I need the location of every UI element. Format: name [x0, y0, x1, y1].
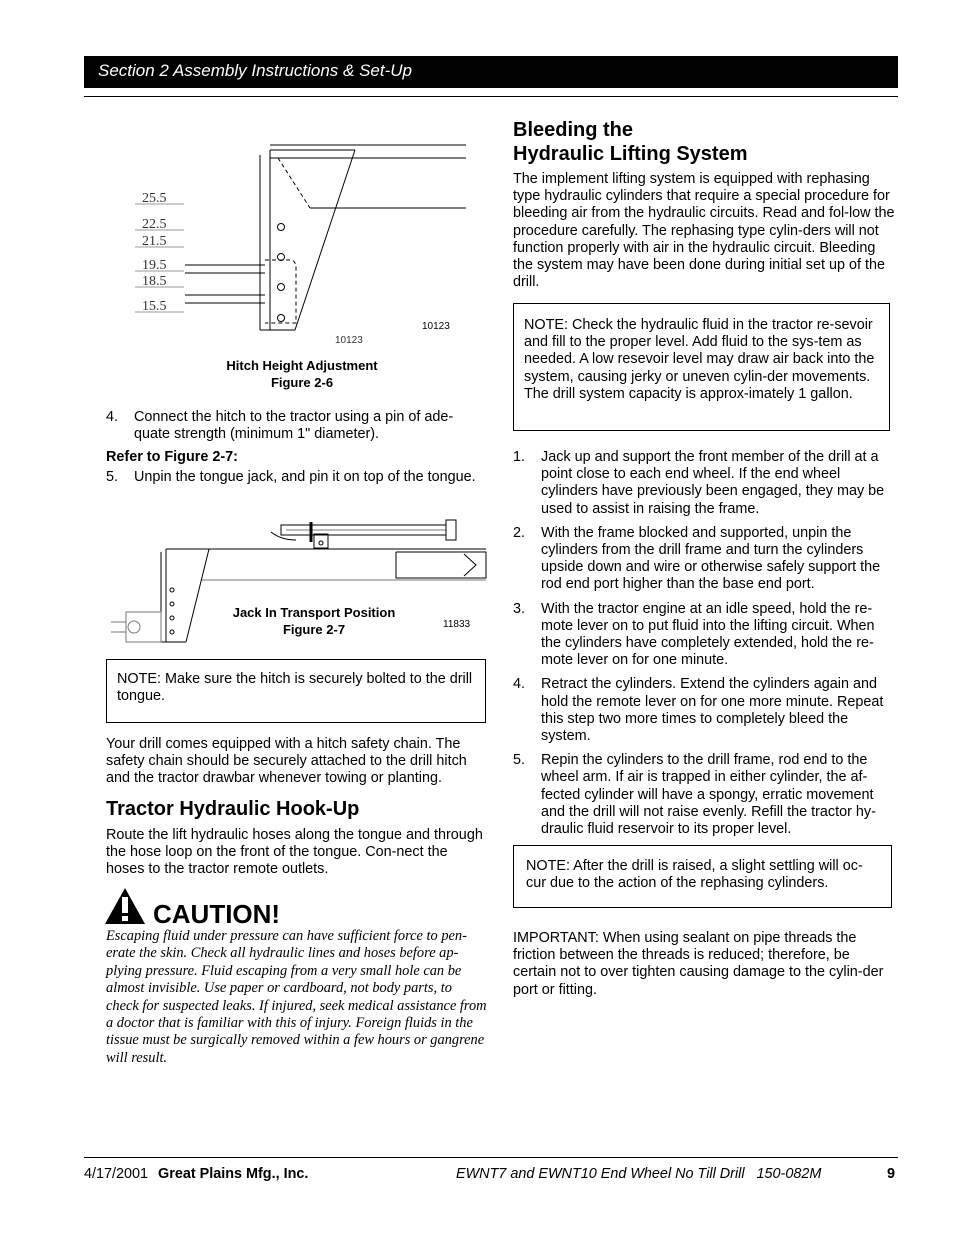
- footer-doc-title: EWNT7 and EWNT10 End Wheel No Till Drill 150-082M: [456, 1166, 822, 1182]
- list-text: Unpin the tongue jack, and pin it on top of the tongue.: [134, 468, 476, 485]
- section-title: Section 2 Assembly Instructions & Set-Up: [98, 61, 413, 80]
- left-steps: [106, 409, 486, 486]
- note-box-fluid: [513, 303, 890, 431]
- caution-text: Escaping fluid under pressure can have sufficient force to pen-erate the skin. Check all hydraulic lines and hoses before ap-plying pressure. Fluid escaping from a very small hole can be almost invisible. Use paper or cardboard, not body parts, to check for suspected leaks. If injured, seek medical assistance from a doctor that is familiar with this of injury. Foreign fluids in the tissue must be surgically removed within a few hours or gangrene will result.: [106, 928, 487, 1066]
- important-paragraph: IMPORTANT: When using sealant on pipe threads the friction between the threads is reduced; therefore, be certain not to over tighten causing damage to the cylin-der port or fitting.: [513, 930, 884, 998]
- list-text: Jack up and support the front member of the drill at a point close to each end wheel. If the end wheel cylinders have previously been engaged, they may be used to assist in raising the frame.: [541, 449, 885, 517]
- figure-2-6-caption: [200, 357, 404, 391]
- list-item: [106, 469, 486, 486]
- figure-caption-title: Jack In Transport Position: [232, 605, 396, 620]
- list-number: 4.: [513, 676, 526, 693]
- list-text: With the tractor engine at an idle speed, hold the re-mote lever on to put fluid into the lifting circuit. When the cylinders have completely extended, hold the re-mote lever on for one minute.: [541, 600, 875, 669]
- list-item: [513, 601, 895, 670]
- hitch-height-label: 19.5: [142, 258, 167, 273]
- hitch-height-label: 25.5: [142, 191, 167, 206]
- left-body: [106, 736, 486, 878]
- caution-title: CAUTION!: [153, 899, 281, 929]
- list-item: [106, 409, 486, 443]
- bleeding-heading-line2: Hydraulic Lifting System: [513, 143, 748, 165]
- note-text: NOTE: Make sure the hitch is securely bolted to the drill tongue.: [117, 671, 473, 705]
- hitch-height-label: 18.5: [142, 274, 167, 289]
- figure-2-6-drawing: [130, 140, 470, 350]
- footer-company: Great Plains Mfg., Inc.: [158, 1166, 309, 1182]
- warning-triangle-icon: [104, 887, 146, 925]
- tractor-hookup-heading: Tractor Hydraulic Hook-Up: [106, 797, 360, 820]
- hitch-height-label: 22.5: [142, 217, 167, 232]
- hitch-height-label: 15.5: [142, 299, 167, 314]
- footer-date: 4/17/2001: [84, 1166, 149, 1182]
- figure-caption-number: Figure 2-6: [270, 375, 334, 390]
- safety-chain-paragraph: Your drill comes equipped with a hitch safety chain. The safety chain should be securely attached to the drill hitch and the tractor drawbar whenever towing or planting.: [106, 736, 467, 787]
- figure-2-6-inner-part-number: 10123: [335, 335, 363, 346]
- note-box-hitch: [106, 659, 486, 723]
- bleeding-section: [513, 118, 895, 291]
- note-text: NOTE: Check the hydraulic fluid in the tractor re-sevoir and fill to the proper level. Add fluid to the sys-tem as needed. A low resevoir level may draw air back into the system, causing jerky or uneven cylin-der movements. The drill system capacity is approx-imately 1 gallon.: [524, 317, 875, 402]
- list-number: 1.: [513, 449, 526, 465]
- section-header-bar: [84, 56, 898, 88]
- footer-left: [84, 1166, 308, 1182]
- list-text: Repin the cylinders to the drill frame, rod end to the wheel arm. If air is trapped in either cylinder, the af-fected cylinder will have a spongy, erratic movement and the drill will not raise evenly. Refill the tractor hy-draulic fluid reservoir to its proper level.: [541, 752, 876, 838]
- list-text: Connect the hitch to the tractor using a pin of ade-quate strength (minimum 1" diameter).: [134, 409, 454, 443]
- figure-2-7-part-number: 11833: [443, 619, 471, 630]
- list-item: [513, 449, 895, 518]
- list-item: [513, 525, 895, 594]
- list-text: Retract the cylinders. Extend the cylinders again and hold the remote lever on for one more minute. Repeat this step two more times to completely bleed the system.: [541, 676, 884, 745]
- list-number: 2.: [513, 524, 526, 541]
- header-rule: [84, 96, 898, 97]
- important-section: [513, 930, 895, 999]
- list-text: With the frame blocked and supported, unpin the cylinders from the drill frame and turn the cylinders upside down and wire or otherwise safely support the rod end port higher than the base end port.: [541, 524, 881, 593]
- hitch-height-label: 21.5: [142, 234, 167, 249]
- list-number: 5.: [513, 752, 526, 769]
- figure-2-7-caption: [214, 604, 414, 638]
- list-number: 5.: [106, 468, 119, 485]
- bleeding-heading-line1: Bleeding the: [513, 119, 634, 141]
- note-box-settling: [513, 845, 892, 908]
- refer-to-figure: Refer to Figure 2-7:: [106, 449, 238, 466]
- footer-rule: [84, 1157, 898, 1158]
- figure-caption-title: Hitch Height Adjustment: [226, 358, 378, 373]
- list-item: [513, 752, 895, 838]
- page-number: 9: [887, 1166, 896, 1182]
- figure-2-6-part-number: 10123: [422, 321, 450, 332]
- list-item: [513, 676, 895, 745]
- bleeding-intro: The implement lifting system is equipped with rephasing type hydraulic cylinders that require a special procedure for bleeding air from the hydraulic circuits. Read and fol-low the procedure carefully. The rephasing type cylin-ders will not function properly with air in the hydraulic circuit. Bleeding the system may have been done during initial set up of the drill.: [513, 171, 895, 291]
- note-text: NOTE: After the drill is raised, a slight settling will oc-cur due to the action of the rephasing cylinders.: [526, 858, 863, 892]
- tractor-hookup-paragraph: Route the lift hydraulic hoses along the tongue and through the hose loop on the front of the tongue. Con-nect the hoses to the tractor remote outlets.: [106, 826, 483, 878]
- bleeding-steps: [513, 449, 895, 838]
- figure-caption-number: Figure 2-7: [282, 622, 346, 637]
- list-number: 3.: [513, 600, 526, 617]
- list-number: 4.: [106, 409, 119, 425]
